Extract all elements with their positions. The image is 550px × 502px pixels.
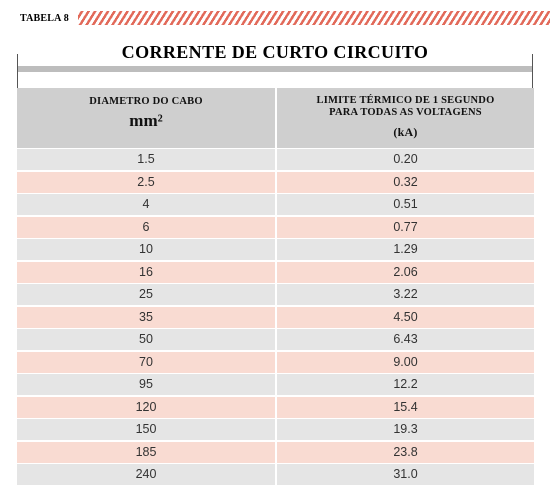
cell-thermal-limit: 12.2	[393, 377, 418, 391]
cell-thermal-limit: 6.43	[393, 332, 418, 346]
cell-cable-diameter: 4	[142, 197, 150, 211]
cell-thermal-limit: 9.00	[393, 354, 418, 369]
column-header-thermal-limit-line2: PARA TODAS AS VOLTAGENS	[329, 107, 482, 118]
table-header	[17, 88, 534, 148]
table-tag-bar	[16, 10, 534, 30]
cell-cable-diameter: 25	[139, 287, 153, 301]
cell-cable-diameter: 185	[135, 444, 157, 459]
cell-cable-diameter: 150	[135, 422, 157, 436]
cell-thermal-limit: 23.8	[393, 444, 418, 459]
table-row	[17, 442, 534, 463]
table-row	[17, 172, 534, 193]
table-row	[17, 464, 534, 485]
column-header-thermal-limit	[277, 95, 534, 138]
cell-thermal-limit: 0.51	[393, 197, 418, 211]
cell-cable-diameter: 95	[139, 377, 153, 391]
cell-thermal-limit: 15.4	[393, 399, 418, 414]
table-row	[17, 239, 534, 260]
column-header-diameter-unit: mm²	[129, 111, 163, 130]
cell-thermal-limit: 3.22	[393, 287, 418, 301]
hatch-decoration	[78, 11, 550, 25]
table-row	[17, 397, 534, 418]
cell-thermal-limit: 31.0	[393, 467, 418, 481]
cell-thermal-limit: 19.3	[393, 422, 418, 436]
cell-cable-diameter: 16	[139, 264, 153, 279]
cell-thermal-limit: 0.32	[393, 174, 418, 189]
cell-thermal-limit: 4.50	[393, 309, 418, 324]
table-row	[17, 217, 534, 238]
short-circuit-table	[17, 88, 534, 487]
cell-cable-diameter: 1.5	[137, 152, 155, 166]
table-row	[17, 284, 534, 305]
cell-cable-diameter: 2.5	[137, 174, 155, 189]
cell-cable-diameter: 50	[139, 332, 153, 346]
table-row	[17, 194, 534, 215]
cell-thermal-limit: 0.20	[393, 152, 418, 166]
column-header-diameter-label: DIAMETRO DO CABO	[89, 96, 203, 107]
table-row	[17, 307, 534, 328]
column-header-thermal-limit-unit: (kA)	[393, 125, 418, 139]
cell-cable-diameter: 6	[142, 219, 150, 234]
table-row	[17, 262, 534, 283]
cell-thermal-limit: 2.06	[393, 264, 418, 279]
column-header-thermal-limit-line1: LIMITE TÉRMICO DE 1 SEGUNDO	[316, 95, 495, 106]
title-underline-band	[18, 66, 532, 72]
cell-cable-diameter: 240	[135, 467, 157, 481]
cell-cable-diameter: 10	[139, 242, 153, 256]
table-row	[17, 149, 534, 170]
table-row	[17, 329, 534, 350]
column-header-diameter	[17, 96, 275, 131]
cell-thermal-limit: 0.77	[393, 219, 418, 234]
cell-cable-diameter: 120	[135, 399, 157, 414]
cell-cable-diameter: 70	[139, 354, 153, 369]
cell-cable-diameter: 35	[139, 309, 153, 324]
table-row	[17, 374, 534, 395]
table-row	[17, 419, 534, 440]
table-tag-label: TABELA 8	[20, 13, 69, 24]
table-body	[17, 149, 534, 485]
cell-thermal-limit: 1.29	[393, 242, 418, 256]
table-row	[17, 352, 534, 373]
page-title: CORRENTE DE CURTO CIRCUITO	[121, 42, 429, 62]
